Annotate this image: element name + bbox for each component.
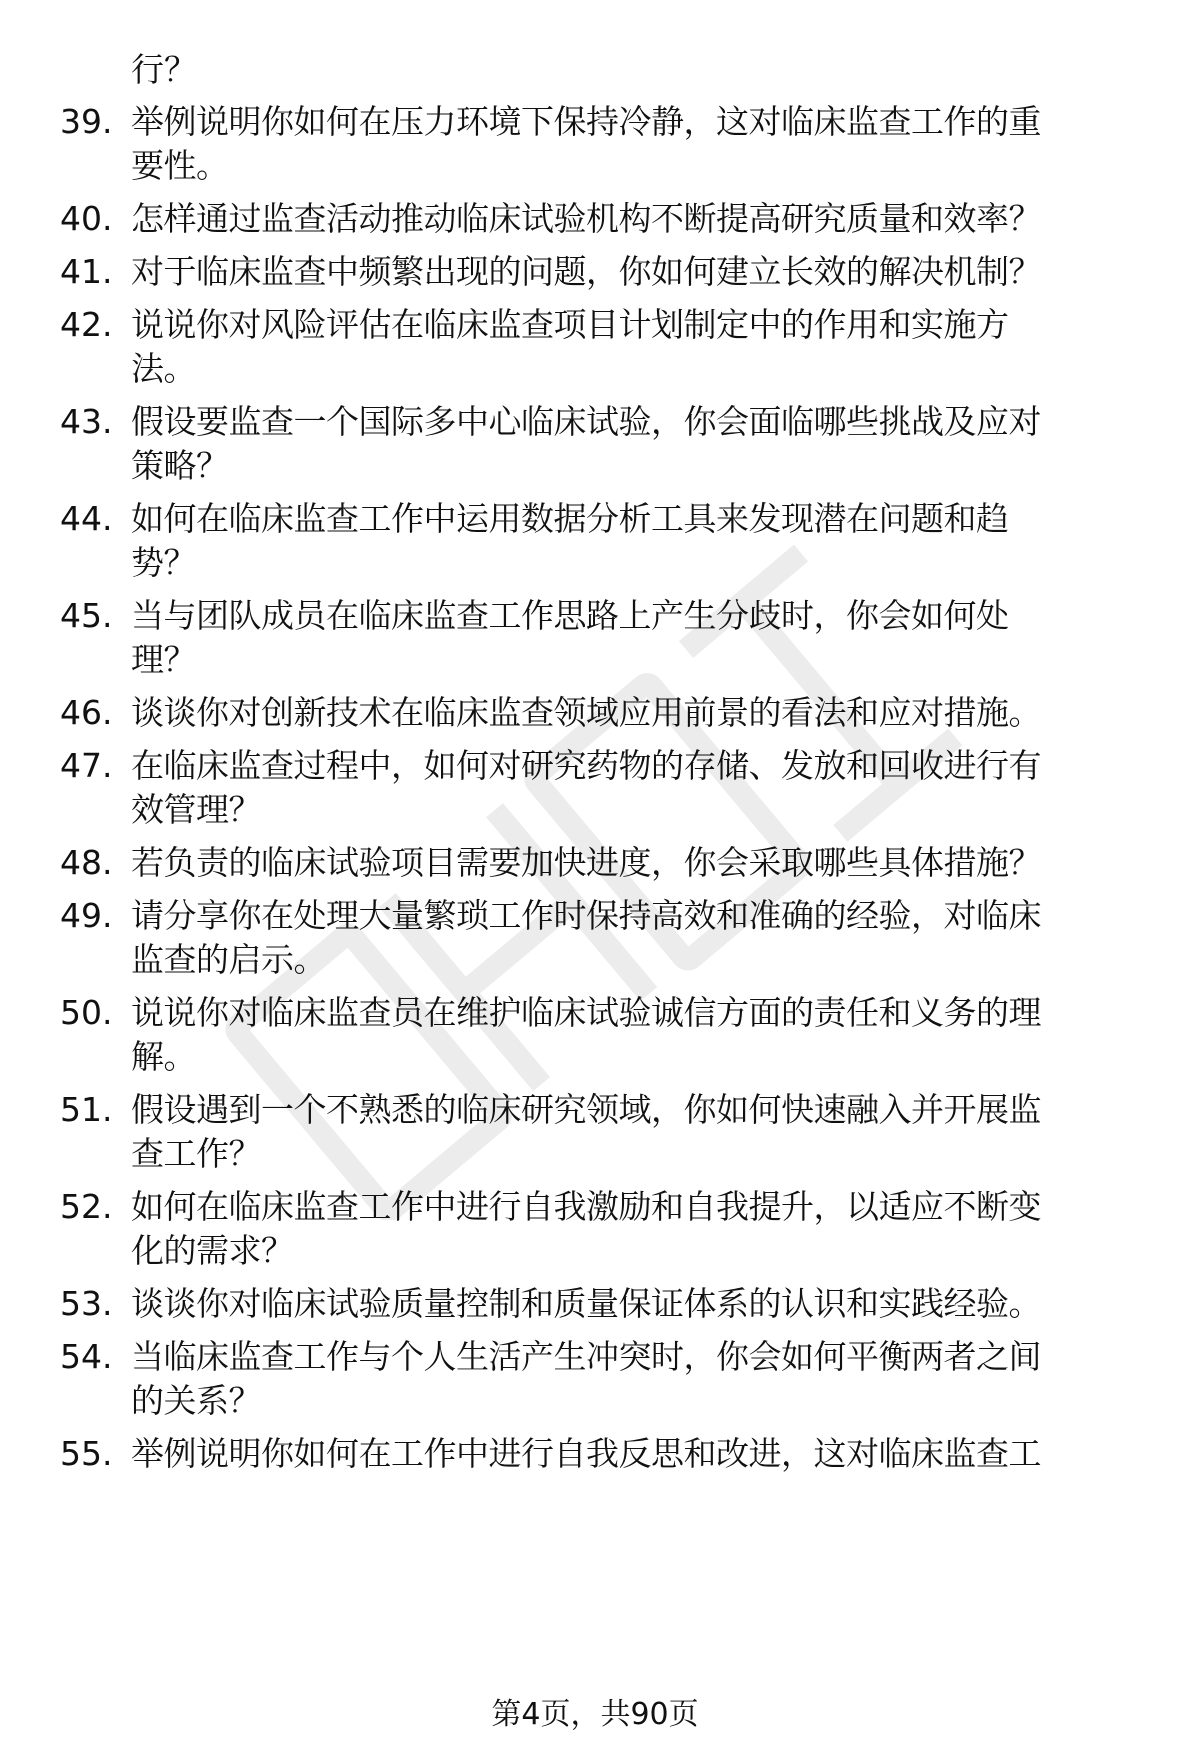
item-text-line: 假设要监查一个国际多中心临床试验，你会面临哪些挑战及应对 xyxy=(131,402,1041,441)
item-number: 49. xyxy=(60,896,113,935)
item-text xyxy=(131,894,1161,982)
item-text-line: 的关系？ xyxy=(131,1381,261,1420)
item-text-line: 势？ xyxy=(131,543,196,582)
item-number: 50. xyxy=(60,993,113,1032)
item-text xyxy=(131,100,1161,188)
item-text-line: 要性。 xyxy=(131,146,229,185)
item-text-line: 说说你对风险评估在临床监查项目计划制定中的作用和实施方 xyxy=(131,305,1009,344)
item-number: 48. xyxy=(60,843,113,882)
item-number: 39. xyxy=(60,102,113,141)
item-text-line: 若负责的临床试验项目需要加快进度，你会采取哪些具体措施？ xyxy=(131,843,1041,882)
item-text-line: 法。 xyxy=(131,349,196,388)
item-text-line: 解。 xyxy=(131,1037,196,1076)
continuation-text: 行？ xyxy=(131,50,197,89)
item-text xyxy=(131,497,1161,585)
item-text-line: 策略？ xyxy=(131,446,229,485)
item-text-line: 假设遇到一个不熟悉的临床研究领域，你如何快速融入并开展监 xyxy=(131,1090,1041,1129)
item-text-line: 谈谈你对临床试验质量控制和质量保证体系的认识和实践经验。 xyxy=(131,1284,1041,1323)
item-text xyxy=(131,197,1161,241)
item-text xyxy=(131,1185,1161,1273)
item-text-line: 举例说明你如何在工作中进行自我反思和改进，这对临床监查工 xyxy=(131,1434,1041,1473)
item-text xyxy=(131,594,1161,682)
item-text-line: 理？ xyxy=(131,640,196,679)
page-footer: 第4页，共90页 xyxy=(491,1697,699,1732)
item-text xyxy=(131,841,1161,885)
item-text-line: 对于临床监查中频繁出现的问题，你如何建立长效的解决机制？ xyxy=(131,252,1041,291)
item-text xyxy=(131,250,1161,294)
item-text xyxy=(131,744,1161,832)
item-text xyxy=(131,1088,1161,1176)
item-text-line: 查工作？ xyxy=(131,1134,261,1173)
item-text-line: 如何在临床监查工作中运用数据分析工具来发现潜在问题和趋 xyxy=(131,499,1009,538)
item-text xyxy=(131,991,1161,1079)
item-number: 52. xyxy=(60,1187,113,1226)
item-text-line: 监查的启示。 xyxy=(131,940,326,979)
item-number: 51. xyxy=(60,1090,113,1129)
item-text-line: 谈谈你对创新技术在临床监查领域应用前景的看法和应对措施。 xyxy=(131,693,1041,732)
item-text-line: 当与团队成员在临床监查工作思路上产生分歧时，你会如何处 xyxy=(131,596,1009,635)
item-number: 43. xyxy=(60,402,113,441)
item-number: 41. xyxy=(60,252,113,291)
item-number: 46. xyxy=(60,693,113,732)
item-text xyxy=(131,1432,1161,1476)
item-text-line: 化的需求？ xyxy=(131,1231,294,1270)
item-text-line: 说说你对临床监查员在维护临床试验诚信方面的责任和义务的理 xyxy=(131,993,1041,1032)
item-text xyxy=(131,1282,1161,1326)
item-text xyxy=(131,691,1161,735)
item-number: 53. xyxy=(60,1284,113,1323)
item-number: 47. xyxy=(60,746,113,785)
item-number: 44. xyxy=(60,499,113,538)
item-number: 42. xyxy=(60,305,113,344)
item-text-line: 举例说明你如何在压力环境下保持冷静，这对临床监查工作的重 xyxy=(131,102,1041,141)
item-text-line: 如何在临床监查工作中进行自我激励和自我提升，以适应不断变 xyxy=(131,1187,1041,1226)
item-number: 54. xyxy=(60,1337,113,1376)
item-text-line: 当临床监查工作与个人生活产生冲突时，你会如何平衡两者之间 xyxy=(131,1337,1041,1376)
item-number: 40. xyxy=(60,199,113,238)
item-number: 55. xyxy=(60,1434,113,1473)
item-text-line: 在临床监查过程中，如何对研究药物的存储、发放和回收进行有 xyxy=(131,746,1041,785)
item-text xyxy=(131,303,1161,391)
item-text xyxy=(131,1335,1161,1423)
item-number: 45. xyxy=(60,596,113,635)
item-text xyxy=(131,400,1161,488)
item-text-line: 怎样通过监查活动推动临床试验机构不断提高研究质量和效率？ xyxy=(131,199,1041,238)
item-text-line: 请分享你在处理大量繁琐工作时保持高效和准确的经验，对临床 xyxy=(131,896,1041,935)
item-text-line: 效管理？ xyxy=(131,790,261,829)
